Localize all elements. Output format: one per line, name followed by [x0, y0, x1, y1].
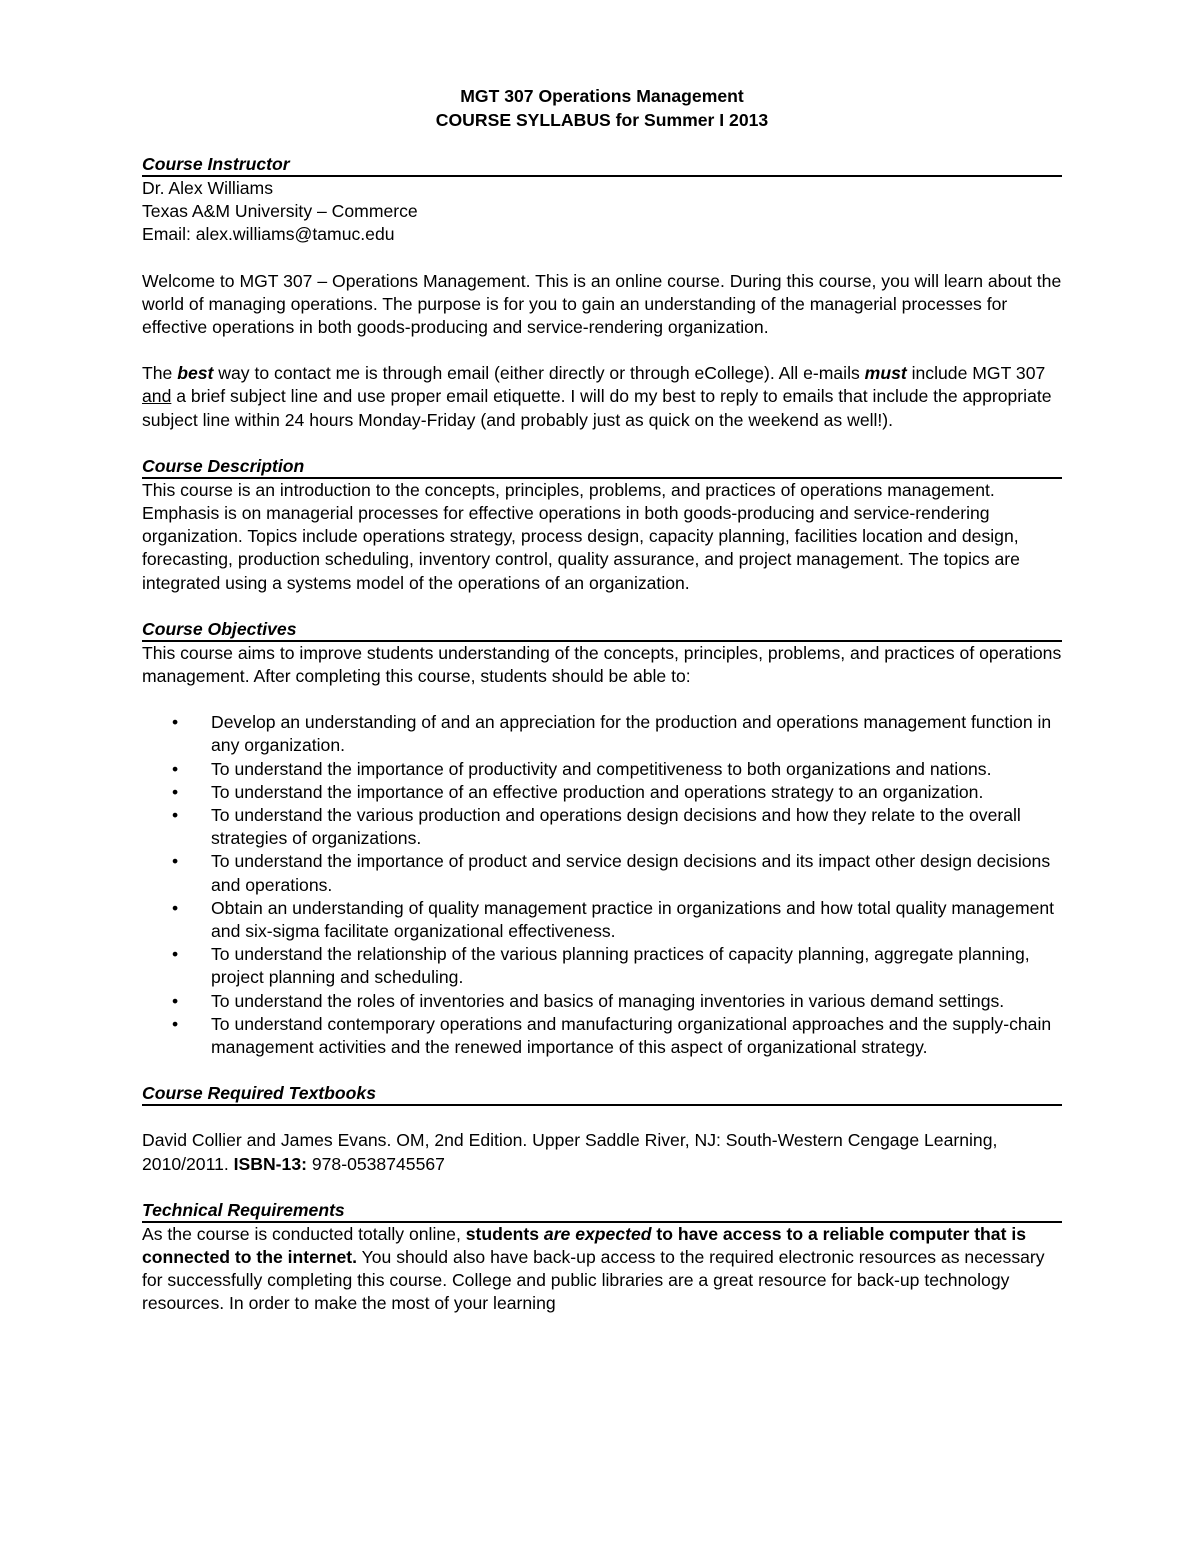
isbn-value: 978-0538745567 — [306, 1153, 445, 1174]
list-item: • To understand the relationship of the various planning practices of capacity planning, aggregate planning, project planning and scheduling. — [172, 944, 1030, 988]
list-item: • To understand the roles of inventories and basics of managing inventories in various demand settings. — [142, 990, 1062, 1013]
objectives-list — [142, 711, 1062, 1059]
section-heading-textbooks: Course Required Textbooks — [142, 1082, 1062, 1106]
course-title: MGT 307 Operations Management — [460, 86, 744, 106]
emphasis-best: best — [177, 363, 214, 384]
list-item: • Develop an understanding of and an appreciation for the production and operations management function in any organization. — [172, 712, 1052, 756]
list-item: • To understand the importance of product and service design decisions and its impact other design decisions and operations. — [172, 851, 1051, 895]
description-paragraph: This course is an introduction to the concepts, principles, problems, and practices of operations management. Emphasis is on managerial processes for effective operations in both goods-producing and service-rendering organization. Topics include operations strategy, process design, capacity planning, facilities location and design, forecasting, production scheduling, inventory control, quality assurance, and project management. The topics are integrated using a systems model of the operations of an organization. — [142, 479, 1020, 593]
textbook-citation: David Collier and James Evans. OM, 2nd Edition. Upper Saddle River, NJ: South-Western Cengage Learning, 2010/2011. ISBN-13: 978-0538745567 — [142, 1130, 998, 1174]
emphasis-and: and — [142, 386, 172, 407]
bullet-icon: • — [172, 897, 179, 918]
bullet-icon: • — [172, 805, 179, 826]
emphasis-must: must — [864, 363, 907, 384]
bullet-icon: • — [172, 990, 179, 1011]
bullet-icon: • — [172, 758, 179, 779]
instructor-email: Email: alex.williams@tamuc.edu — [142, 224, 395, 245]
bullet-icon: • — [172, 851, 179, 872]
contact-paragraph: The best way to contact me is through email (either directly or through eCollege). All e-mails must include MGT 307 and a brief subject line and use proper email etiquette. I will do my best to reply to emails that include the appropriate subject line within 24 hours Monday-Friday (and probably just as quick on the weekend as well!). — [142, 363, 1052, 430]
section-heading-technical: Technical Requirements — [142, 1199, 1062, 1223]
list-item: • Obtain an understanding of quality management practice in organizations and how total quality management and six-sigma facilitate organizational effectiveness. — [172, 897, 1055, 942]
bullet-icon: • — [172, 781, 179, 802]
syllabus-page — [142, 84, 1062, 1316]
welcome-paragraph: Welcome to MGT 307 – Operations Management. This is an online course. During this course, you will learn about the world of managing operations. The purpose is for you to gain an understanding of the managerial processes for effective operations in both goods-producing and service-rendering organization. — [142, 270, 1062, 338]
section-heading-instructor: Course Instructor — [142, 153, 1062, 177]
section-heading-objectives: Course Objectives — [142, 618, 1062, 642]
list-item: • To understand the importance of productivity and competitiveness to both organizations and nations. — [142, 758, 1062, 781]
instructor-name: Dr. Alex Williams — [142, 178, 273, 198]
bullet-icon: • — [172, 944, 179, 965]
instructor-university: Texas A&M University – Commerce — [142, 201, 418, 222]
list-item: • To understand the importance of an effective production and operations strategy to an organization. — [142, 781, 1062, 804]
objectives-intro: This course aims to improve students understanding of the concepts, principles, problems, and practices of operations management. After completing this course, students should be able to: — [142, 642, 1062, 687]
isbn-label: ISBN-13: — [233, 1153, 307, 1174]
syllabus-subtitle: COURSE SYLLABUS for Summer I 2013 — [435, 110, 769, 130]
bullet-icon: • — [172, 712, 179, 733]
list-item: • To understand contemporary operations and manufacturing organizational approaches and the supply-chain management activities and the renewed importance of this aspect of organizational strategy. — [172, 1013, 1052, 1058]
section-heading-description: Course Description — [142, 455, 1062, 479]
bullet-icon: • — [172, 1013, 179, 1034]
technical-paragraph: As the course is conducted totally online, students are expected to have access to a reliable computer that is connected to the internet. You should also have back-up access to the required electronic resources as necessary for successfully completing this course. College and public libraries are a great resource for back-up technology resources. In order to make the most of your learning — [142, 1223, 1045, 1314]
list-item: • To understand the various production and operations design decisions and how they relate to the overall strategies of organizations. — [172, 805, 1021, 849]
